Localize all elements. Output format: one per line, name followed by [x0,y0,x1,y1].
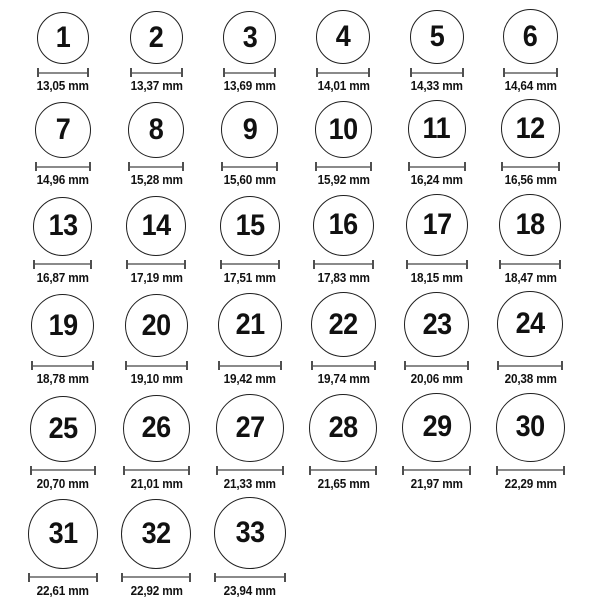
ring-size-cell [297,394,391,491]
ring-size-cell [110,499,204,598]
ruler-line [503,72,558,74]
ruler-tick-left [503,68,505,77]
ruler-tick-right [563,466,565,475]
ring-circle [220,196,280,256]
ring-size-cell [390,194,484,285]
ruler-line [404,365,469,367]
ring-circle [221,101,278,158]
ring-size-cell [484,291,578,386]
size-row [16,393,600,491]
ruler-line [402,469,471,471]
diameter-ruler [31,361,94,370]
diameter-ruler [125,361,188,370]
diameter-ruler [123,466,190,475]
diameter-ruler [223,68,276,77]
diameter-label: 21,97 mm [410,476,463,491]
ruler-line [501,166,560,168]
ruler-tick-left [31,361,33,370]
ring-circle [503,9,558,64]
ring-size-cell [297,195,391,285]
ring-circle [313,195,374,256]
diameter-ruler [214,573,286,582]
ruler-tick-right [467,361,469,370]
diameter-ruler [503,68,558,77]
ring-circle [37,12,89,64]
ring-circle [496,393,565,462]
ruler-tick-left [496,466,498,475]
ruler-tick-right [92,361,94,370]
ruler-line [497,365,563,367]
ruler-tick-right [90,260,92,269]
diameter-ruler [311,361,376,370]
ruler-line [35,166,91,168]
ruler-line [128,166,184,168]
ruler-tick-right [375,466,377,475]
diameter-label: 17,83 mm [317,270,370,285]
diameter-label: 19,74 mm [317,372,370,387]
ruler-tick-right [188,466,190,475]
diameter-ruler [496,466,565,475]
ruler-tick-right [186,361,188,370]
ring-size-cell [297,10,391,93]
size-row [16,99,600,187]
size-row [16,497,600,598]
size-row [16,194,600,285]
ruler-line [28,576,98,578]
ruler-tick-left [311,361,313,370]
diameter-label: 22,61 mm [36,583,89,598]
ruler-line [31,365,94,367]
ruler-tick-right [464,162,466,171]
ring-circle [410,10,464,64]
ruler-line [316,72,370,74]
diameter-label: 13,05 mm [36,79,89,93]
diameter-label: 14,64 mm [504,79,557,93]
ruler-tick-right [280,361,282,370]
size-row [16,291,600,386]
ring-size-number: 9 [242,112,258,146]
diameter-label: 16,56 mm [504,173,557,188]
ring-circle [216,394,284,462]
ring-circle [35,102,91,158]
ring-size-cell [110,395,204,491]
ruler-tick-left [313,260,315,269]
ruler-tick-left [499,260,501,269]
ruler-line [408,166,466,168]
ring-size-number: 8 [148,113,164,147]
ruler-line [121,576,191,578]
ring-size-number: 3 [242,20,258,54]
ruler-tick-left [123,466,125,475]
ruler-line [130,72,183,74]
diameter-label: 13,69 mm [223,79,276,93]
ring-circle [406,194,468,256]
ring-circle [214,497,286,569]
ring-size-number: 20 [141,308,171,342]
diameter-label: 15,60 mm [223,173,276,188]
size-row [16,9,600,93]
ruler-tick-left [309,466,311,475]
ring-size-number: 13 [48,209,78,243]
ruler-tick-left [35,162,37,171]
ruler-tick-right [184,260,186,269]
diameter-label: 16,24 mm [410,173,463,188]
ring-size-number: 5 [429,20,445,53]
ring-circle [315,101,372,158]
diameter-ruler [408,162,466,171]
ring-circle [28,499,98,569]
ring-size-number: 30 [515,410,545,443]
ring-size-number: 2 [148,20,164,54]
ring-size-number: 17 [422,207,452,241]
ruler-line [223,72,276,74]
ruler-line [218,365,282,367]
diameter-label: 14,33 mm [410,79,463,93]
ruler-tick-right [374,361,376,370]
ring-circle [499,194,561,256]
ruler-tick-left [214,573,216,582]
ruler-tick-right [556,68,558,77]
ring-size-cell [484,194,578,285]
ring-size-number: 10 [328,112,358,146]
diameter-ruler [497,361,563,370]
ring-size-number: 4 [335,20,351,53]
ruler-tick-left [126,260,128,269]
ring-size-number: 24 [515,307,545,341]
ring-circle [30,396,96,462]
diameter-label: 23,94 mm [223,583,276,598]
ruler-tick-right [558,162,560,171]
diameter-ruler [220,260,280,269]
ring-size-cell [16,396,110,491]
ring-size-number: 25 [48,411,78,445]
diameter-ruler [130,68,183,77]
diameter-ruler [28,573,98,582]
diameter-ruler [313,260,374,269]
ruler-tick-left [408,162,410,171]
ruler-tick-right [181,68,183,77]
ruler-tick-right [278,260,280,269]
diameter-label: 16,87 mm [36,270,89,285]
diameter-ruler [126,260,186,269]
ruler-tick-right [94,466,96,475]
ruler-line [406,263,468,265]
ring-size-cell [203,394,297,491]
ruler-tick-right [189,573,191,582]
ruler-line [126,263,186,265]
ring-size-number: 16 [328,208,358,242]
diameter-ruler [30,466,96,475]
ring-circle [404,292,469,357]
diameter-label: 18,78 mm [36,372,89,387]
diameter-ruler [402,466,471,475]
ring-size-cell [16,499,110,598]
ruler-tick-right [276,162,278,171]
ring-size-number: 23 [422,307,452,341]
ruler-line [410,72,464,74]
ring-size-number: 18 [515,207,545,241]
ring-size-cell [203,101,297,187]
ruler-tick-right [469,466,471,475]
ruler-line [220,263,280,265]
ring-size-cell [203,196,297,285]
ring-size-number: 28 [328,410,358,444]
ruler-tick-right [370,162,372,171]
diameter-ruler [406,260,468,269]
ruler-line [309,469,377,471]
ring-size-cell [203,11,297,93]
ruler-tick-left [218,361,220,370]
ring-size-cell [110,196,204,285]
ruler-tick-left [33,260,35,269]
diameter-ruler [35,162,91,171]
ruler-tick-left [220,260,222,269]
diameter-label: 19,42 mm [223,372,276,387]
ruler-line [315,166,372,168]
diameter-label: 20,38 mm [504,372,557,387]
diameter-label: 18,15 mm [410,270,463,285]
diameter-ruler [33,260,92,269]
ring-size-cell [390,10,484,93]
ring-size-cell [203,497,297,598]
ruler-tick-left [410,68,412,77]
diameter-ruler [37,68,89,77]
ring-size-cell [110,11,204,93]
ring-size-number: 14 [141,208,171,242]
ruler-tick-right [559,260,561,269]
ruler-tick-right [368,68,370,77]
ruler-tick-right [462,68,464,77]
diameter-ruler [501,162,560,171]
ruler-tick-right [96,573,98,582]
ruler-tick-left [28,573,30,582]
ring-size-number: 1 [55,21,71,54]
ring-size-number: 19 [48,308,78,342]
ring-size-cell [16,294,110,386]
ring-circle [309,394,377,462]
diameter-label: 22,29 mm [504,476,557,491]
diameter-label: 21,01 mm [130,476,183,491]
diameter-label: 14,01 mm [317,79,370,93]
ruler-tick-left [497,361,499,370]
ruler-tick-right [466,260,468,269]
ring-size-number: 31 [48,516,78,550]
ring-size-cell [203,293,297,386]
ring-circle [218,293,282,357]
ring-circle [501,99,560,158]
diameter-label: 22,92 mm [130,583,183,598]
ring-size-number: 21 [235,308,265,342]
ring-circle [128,102,184,158]
ruler-tick-left [223,68,225,77]
ring-circle [33,197,92,256]
diameter-label: 14,96 mm [36,173,89,188]
ring-circle [402,393,471,462]
ruler-tick-right [87,68,89,77]
ring-size-cell [16,102,110,187]
ruler-line [496,469,565,471]
diameter-label: 20,06 mm [410,372,463,387]
ring-circle [316,10,370,64]
ruler-tick-right [372,260,374,269]
ruler-line [37,72,89,74]
diameter-ruler [216,466,284,475]
ring-circle [311,292,376,357]
ring-size-number: 11 [422,112,451,146]
ruler-tick-left [402,466,404,475]
ring-size-cell [390,100,484,187]
ruler-tick-right [182,162,184,171]
ruler-tick-left [221,162,223,171]
diameter-ruler [410,68,464,77]
ruler-line [216,469,284,471]
ring-size-number: 7 [55,113,71,147]
ring-circle [130,11,183,64]
diameter-label: 13,37 mm [130,79,183,93]
diameter-label: 15,92 mm [317,173,370,188]
ring-size-cell [390,393,484,491]
diameter-label: 21,33 mm [223,476,276,491]
ring-size-cell [297,292,391,386]
ruler-tick-left [316,68,318,77]
ruler-line [214,576,286,578]
ruler-line [33,263,92,265]
ring-circle [125,294,188,357]
ruler-tick-right [284,573,286,582]
diameter-ruler [316,68,370,77]
ruler-line [499,263,561,265]
ring-size-cell [390,292,484,386]
ruler-line [125,365,188,367]
diameter-label: 15,28 mm [130,173,183,188]
ruler-tick-left [37,68,39,77]
diameter-ruler [309,466,377,475]
ruler-tick-left [216,466,218,475]
diameter-label: 19,10 mm [130,372,183,387]
ring-size-number: 6 [522,19,538,53]
ruler-line [313,263,374,265]
ruler-line [123,469,190,471]
ring-size-cell [297,101,391,187]
ring-size-number: 22 [328,307,358,341]
ring-size-cell [484,393,578,491]
diameter-ruler [218,361,282,370]
ruler-tick-left [130,68,132,77]
diameter-label: 17,19 mm [130,270,183,285]
ruler-tick-left [404,361,406,370]
ring-size-number: 33 [235,515,265,549]
ring-circle [31,294,94,357]
ring-size-cell [110,102,204,187]
ring-size-number: 32 [141,516,171,550]
diameter-ruler [128,162,184,171]
ruler-tick-right [561,361,563,370]
ruler-tick-left [406,260,408,269]
ring-circle [408,100,466,158]
ruler-tick-left [121,573,123,582]
ring-size-number: 26 [141,411,171,444]
diameter-ruler [121,573,191,582]
diameter-ruler [404,361,469,370]
ruler-line [30,469,96,471]
ring-size-number: 12 [515,111,545,145]
ring-circle [497,291,563,357]
diameter-ruler [221,162,278,171]
ring-circle [123,395,190,462]
ring-size-cell [484,9,578,93]
ring-size-cell [110,294,204,386]
ring-circle [126,196,186,256]
ruler-tick-left [125,361,127,370]
diameter-ruler [315,162,372,171]
ruler-tick-left [501,162,503,171]
ring-size-cell [16,12,110,93]
diameter-label: 20,70 mm [36,476,89,491]
ring-circle [223,11,276,64]
ruler-tick-left [128,162,130,171]
ruler-tick-left [30,466,32,475]
ring-size-number: 29 [422,410,452,443]
ring-size-number: 27 [235,410,265,444]
diameter-label: 18,47 mm [504,270,557,285]
ruler-line [221,166,278,168]
ring-size-number: 15 [235,208,265,242]
diameter-ruler [499,260,561,269]
ruler-tick-left [315,162,317,171]
ruler-tick-right [89,162,91,171]
diameter-label: 17,51 mm [223,270,276,285]
ring-size-cell [484,99,578,187]
diameter-label: 21,65 mm [317,476,370,491]
ruler-tick-right [274,68,276,77]
ruler-line [311,365,376,367]
ring-size-cell [16,197,110,285]
ruler-tick-right [282,466,284,475]
ring-circle [121,499,191,569]
